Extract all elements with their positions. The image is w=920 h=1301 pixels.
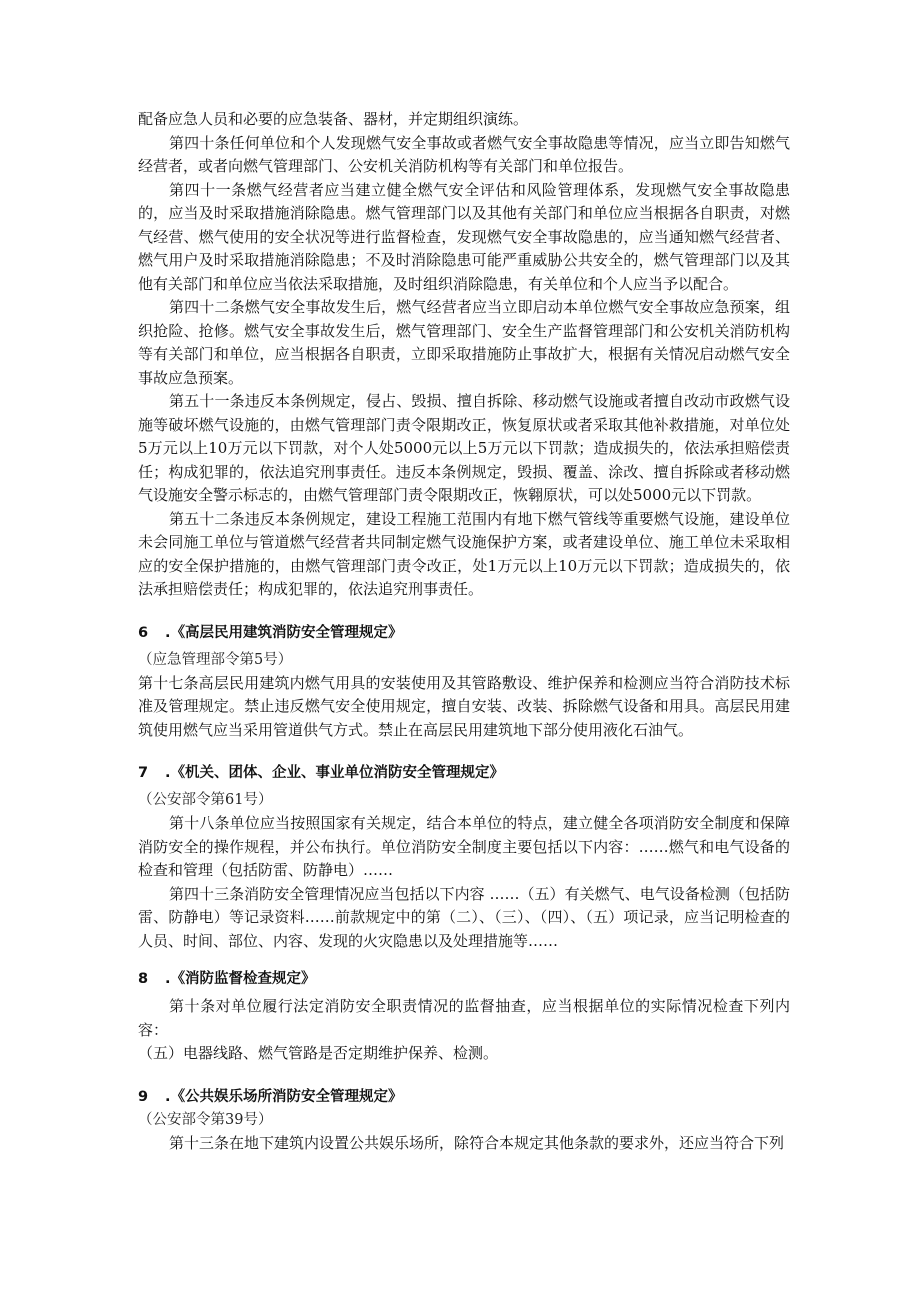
section-7-heading <box>138 761 790 785</box>
section-7-article-18: 第十八条单位应当按照国家有关规定，结合本单位的特点，建立健全各项消防安全制度和保障消防安全的操作规程，并公布执行。单位消防安全制度主要包括以下内容：……燃气和电气设备的检查和管理（包括防雷、防静电）…… <box>138 814 790 879</box>
section-9-heading <box>138 1085 790 1109</box>
section-8-title: 《消防监督检查规定》 <box>170 971 316 987</box>
section-8-article-10: 第十条对单位履行法定消防安全职责情况的监督抽查，应当根据单位的实际情况检查下列内容： <box>138 997 790 1039</box>
section-8-number: 8 <box>138 971 149 987</box>
section-7-number: 7 <box>138 765 149 781</box>
article-42: 第四十二条燃气安全事故发生后，燃气经营者应当立即启动本单位燃气安全事故应急预案，组织抢险、抢修。燃气安全事故发生后，燃气管理部门、安全生产监督管理部门和公安机关消防机构等有关部门和单位，应当根据各自职责，立即采取措施防止事故扩大，根据有关情况启动燃气安全事故应急预案。 <box>138 298 790 387</box>
section-6-separator: . <box>160 624 171 641</box>
document-page <box>138 108 790 1155</box>
section-6-number: 6 <box>138 624 149 641</box>
article-52: 第五十二条违反本条例规定，建设工程施工范围内有地下燃气管线等重要燃气设施，建设单位未会同施工单位与管道燃气经营者共同制定燃气设施保护方案，或者建设单位、施工单位未采取相应的安全保护措施的，由燃气管理部门责令改正，处1万元以上10万元以下罚款；造成损失的，依法承担赔偿责任；构成犯罪的，依法追究刑事责任。 <box>138 509 790 598</box>
section-9-order: （公安部令第39号） <box>138 1111 273 1128</box>
section-6-article-17: 第十七条高层民用建筑内燃气用具的安装使用及其管路敷设、维护保养和检测应当符合消防技术标准及管理规定。禁止违反燃气安全使用规定，擅自安装、改装、拆除燃气设备和用具。高层民用建筑使用燃气应当采用管道供气方式。禁止在高层民用建筑地下部分使用液化石油气。 <box>138 673 790 739</box>
section-6-heading <box>138 621 790 645</box>
section-8-item-5: （五）电器线路、燃气管路是否定期维护保养、检测。 <box>138 1044 499 1062</box>
section-9-article-13: 第十三条在地下建筑内设置公共娱乐场所，除符合本规定其他条款的要求外，还应当符合下列 <box>169 1133 785 1152</box>
section-7-article-43: 第四十三条消防安全管理情况应当包括以下内容 ……（五）有关燃气、电气设备检测（包括防雷、防静电）等记录资料……前款规定中的第（二）、（三）、（四）、（五）项记录，应当记明检查的人员、时间、部位、内容、发现的火灾隐患以及处理措施等…… <box>138 884 790 950</box>
section-8-heading <box>138 967 790 991</box>
paragraph-continuation: 配备应急人员和必要的应急装备、器材，并定期组织演练。 <box>138 110 529 128</box>
article-41: 第四十一条燃气经营者应当建立健全燃气安全评估和风险管理体系，发现燃气安全事故隐患的，应当及时采取措施消除隐患。燃气管理部门以及其他有关部门和单位应当根据各自职责，对燃气经营、燃气使用的安全状况等进行监督检查，发现燃气安全事故隐患的，应当通知燃气经营者、燃气用户及时采取措施消除隐患；不及时消除隐患可能严重威胁公共安全的，燃气管理部门以及其他有关部门和单位应当依法采取措施，及时组织消除隐患，有关单位和个人应当予以配合。 <box>138 180 790 293</box>
section-6-title: 《高层民用建筑消防安全管理规定》 <box>170 624 403 641</box>
section-9-separator: . <box>160 1088 171 1105</box>
section-9-number: 9 <box>138 1088 149 1105</box>
section-6-order: （应急管理部令第5号） <box>138 651 293 668</box>
section-7-separator: . <box>160 765 171 781</box>
section-7-title: 《机关、团体、企业、事业单位消防安全管理规定》 <box>170 765 505 781</box>
section-8-separator: . <box>160 971 171 987</box>
article-40: 第四十条任何单位和个人发现燃气安全事故或者燃气安全事故隐患等情况，应当立即告知燃气经营者，或者向燃气管理部门、公安机关消防机构等有关部门和单位报告。 <box>138 133 790 175</box>
section-7-order: （公安部令第61号） <box>138 792 273 808</box>
section-9-title: 《公共娱乐场所消防安全管理规定》 <box>170 1088 403 1105</box>
article-51: 第五十一条违反本条例规定，侵占、毁损、擅自拆除、移动燃气设施或者擅自改动市政燃气设施等破坏燃气设施的，由燃气管理部门责令限期改正，恢复原状或者采取其他补救措施，对单位处5万元以上10万元以下罚款，对个人处5000元以上5万元以下罚款；造成损失的，依法承担赔偿责任；构成犯罪的，依法追究刑事责任。违反本条例规定，毁损、覆盖、涂改、擅自拆除或者移动燃气设施安全警示标志的，由燃气管理部门责令限期改正，恢翱原状，可以处5000元以下罚款。 <box>138 392 790 504</box>
